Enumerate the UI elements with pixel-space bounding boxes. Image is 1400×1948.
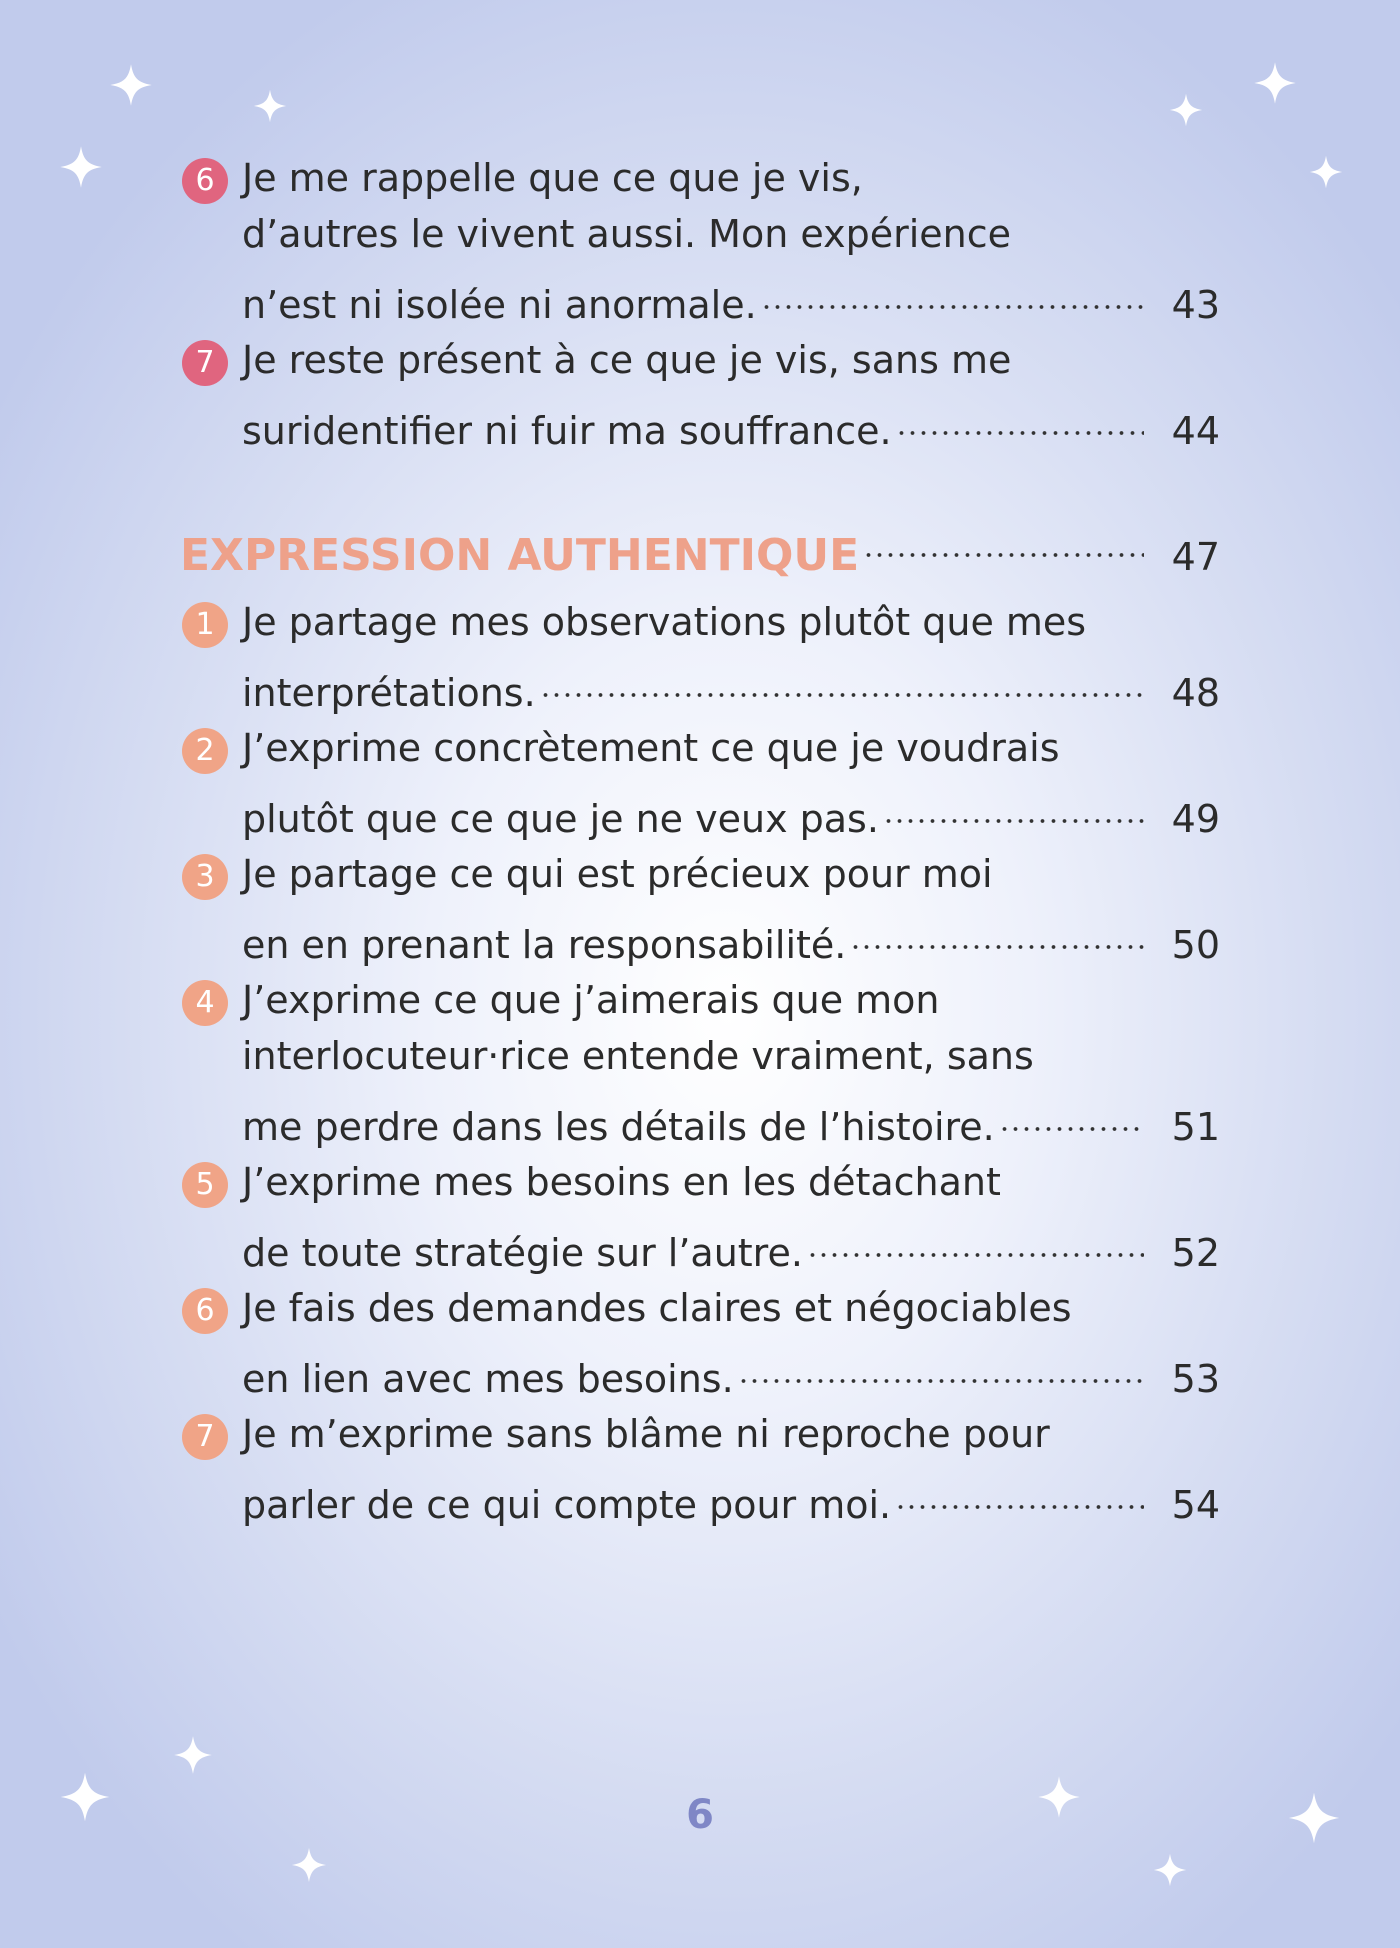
entry-text [242, 1154, 1220, 1275]
entry-number-badge: 2 [182, 728, 228, 774]
entry-text [242, 972, 1220, 1149]
entry-number-badge: 6 [182, 1288, 228, 1334]
entry-last-line [242, 1210, 1220, 1275]
page-ref: 47 [1171, 535, 1220, 579]
section-title: EXPRESSION AUTHENTIQUE [180, 530, 860, 581]
entry-last-line [242, 902, 1220, 967]
entry-number-badge: 3 [182, 854, 228, 900]
sparkle-icon [252, 88, 288, 124]
page-ref: 49 [1171, 797, 1220, 841]
page-number: 6 [686, 1792, 714, 1838]
entry-line: Je reste présent à ce que je vis, sans me [242, 338, 1012, 382]
dot-leader [850, 902, 1144, 958]
entry-line: Je fais des demandes claires et négociables [242, 1286, 1072, 1330]
entry-line: Je m’exprime sans blâme ni reproche pour [242, 1412, 1050, 1456]
entry-line: Je partage ce qui est précieux pour moi [242, 852, 993, 896]
entry-line: n’est ni isolée ni anormale. [242, 283, 757, 327]
page-ref: 48 [1171, 671, 1220, 715]
toc-entry[interactable] [180, 150, 1220, 327]
page-ref: 54 [1171, 1483, 1220, 1527]
entry-last-line [242, 388, 1220, 453]
entry-number-badge: 7 [182, 340, 228, 386]
entry-line: Je me rappelle que ce que je vis, [242, 156, 863, 200]
sparkle-icon [1308, 154, 1344, 190]
entry-line: suridentifier ni fuir ma souffrance. [242, 409, 892, 453]
entry-text [242, 846, 1220, 967]
entry-text [242, 150, 1220, 327]
entry-number-badge: 7 [182, 1414, 228, 1460]
entry-line: me perdre dans les détails de l’histoire. [242, 1105, 995, 1149]
section-heading[interactable] [180, 500, 1220, 581]
entry-line: J’exprime concrètement ce que je voudrais [242, 726, 1060, 770]
entry-line: parler de ce qui compte pour moi. [242, 1483, 892, 1527]
entry-text [242, 1406, 1220, 1527]
dot-leader [863, 500, 1144, 570]
sparkle-icon [1152, 1852, 1188, 1888]
toc-entry[interactable] [180, 1154, 1220, 1275]
sparkle-icon [58, 144, 104, 190]
sparkle-icon [290, 1846, 328, 1884]
entry-line: en lien avec mes besoins. [242, 1357, 734, 1401]
entry-line: d’autres le vivent aussi. Mon expérience [242, 212, 1011, 256]
entry-line: de toute stratégie sur l’autre. [242, 1231, 803, 1275]
page-ref: 51 [1171, 1105, 1220, 1149]
dot-leader [738, 1336, 1144, 1392]
page-ref: 52 [1171, 1231, 1220, 1275]
entry-number-badge: 6 [182, 158, 228, 204]
toc-entry[interactable] [180, 720, 1220, 841]
entry-line: J’exprime ce que j’aimerais que mon [242, 978, 940, 1022]
table-of-contents [180, 150, 1220, 1532]
entry-last-line [242, 1462, 1220, 1527]
dot-leader [999, 1084, 1144, 1140]
dot-leader [896, 388, 1144, 444]
sparkle-icon [1168, 92, 1204, 128]
toc-entry[interactable] [180, 972, 1220, 1149]
toc-entry[interactable] [180, 846, 1220, 967]
entry-last-line [242, 1084, 1220, 1149]
entry-number-badge: 1 [182, 602, 228, 648]
entry-last-line [242, 650, 1220, 715]
dot-leader [895, 1462, 1144, 1518]
entry-text [242, 1280, 1220, 1401]
page-ref: 53 [1171, 1357, 1220, 1401]
sparkle-icon [172, 1734, 214, 1776]
toc-entry[interactable] [180, 1280, 1220, 1401]
entry-line: plutôt que ce que je ne veux pas. [242, 797, 879, 841]
entry-line: Je partage mes observations plutôt que mes [242, 600, 1087, 644]
entry-number-badge: 4 [182, 980, 228, 1026]
dot-leader [883, 776, 1144, 832]
entry-line: interlocuteur·rice entende vraiment, sans [242, 1034, 1034, 1078]
entry-last-line [242, 776, 1220, 841]
entry-last-line [242, 1336, 1220, 1401]
entry-text [242, 332, 1220, 453]
entry-line: interprétations. [242, 671, 536, 715]
sparkle-icon [1252, 60, 1298, 106]
toc-entry[interactable] [180, 332, 1220, 453]
entry-line: J’exprime mes besoins en les détachant [242, 1160, 1001, 1204]
dot-leader [540, 650, 1144, 706]
dot-leader [761, 262, 1144, 318]
entry-text [242, 720, 1220, 841]
page-ref: 50 [1171, 923, 1220, 967]
sparkle-icon [108, 62, 154, 108]
toc-entry[interactable] [180, 594, 1220, 715]
page-ref: 43 [1171, 283, 1220, 327]
page-ref: 44 [1171, 409, 1220, 453]
entry-last-line [242, 262, 1220, 327]
toc-entry[interactable] [180, 1406, 1220, 1527]
entry-text [242, 594, 1220, 715]
entry-line: en en prenant la responsabilité. [242, 923, 847, 967]
entry-number-badge: 5 [182, 1162, 228, 1208]
dot-leader [807, 1210, 1144, 1266]
